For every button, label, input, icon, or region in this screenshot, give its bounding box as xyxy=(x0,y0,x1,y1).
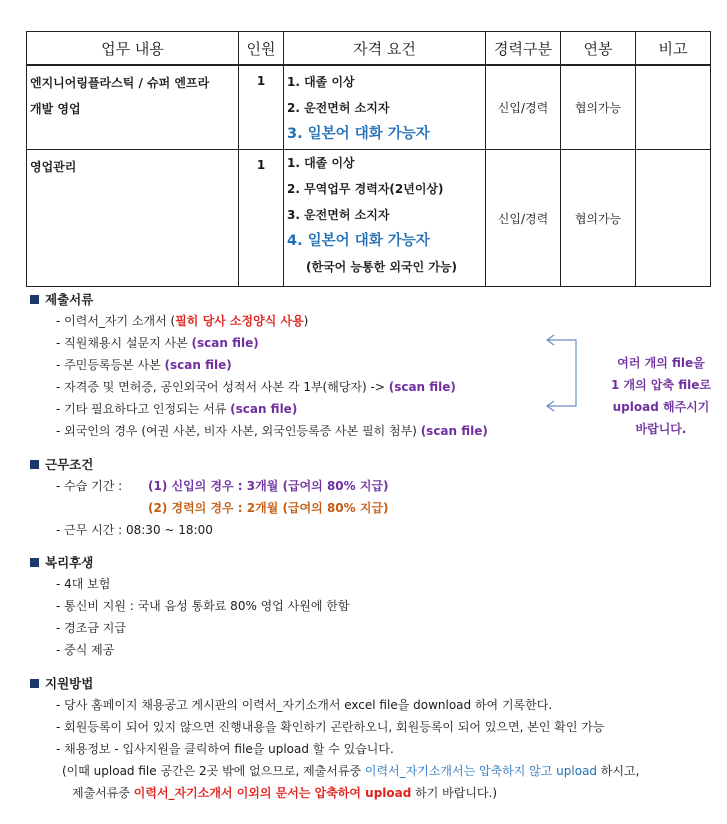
qualification-cell xyxy=(284,65,486,150)
qualification-line: 3. 일본어 대화 가능자 xyxy=(287,126,430,142)
qualification-line: 2. 무역업무 경력자(2년이상) xyxy=(287,182,444,196)
square-bullet-icon xyxy=(30,460,39,469)
section-title: 근무조건 xyxy=(45,457,94,472)
duty-cell xyxy=(27,65,239,150)
career-cell: 신입/경력 xyxy=(486,150,561,287)
welfare-item: - 4대 보험 xyxy=(56,577,111,591)
square-bullet-icon xyxy=(30,679,39,688)
welfare-item: - 중식 제공 xyxy=(56,643,115,657)
header-note: 비고 xyxy=(636,32,711,66)
conditions-heading xyxy=(30,455,93,473)
job-table xyxy=(26,31,711,287)
qualification-line: 4. 일본어 대화 가능자 xyxy=(287,233,430,249)
bracket-arrow-icon xyxy=(542,332,582,414)
apply-line: 제출서류중 이력서_자기소개서 이외의 문서는 압축하여 upload 하기 바랍니다.) xyxy=(72,786,498,800)
count-cell: 1 xyxy=(239,65,284,150)
header-qualification: 자격 요건 xyxy=(284,32,486,66)
qualification-line: 1. 대졸 이상 xyxy=(287,75,355,89)
square-bullet-icon xyxy=(30,558,39,567)
table-row xyxy=(27,65,711,150)
apply-line: - 회원등록이 되어 있지 않으면 진행내용을 확인하기 곤란하오니, 회원등록이 되어 있으면, 본인 확인 가능 xyxy=(56,720,605,734)
salary-cell: 협의가능 xyxy=(561,150,636,287)
header-count: 인원 xyxy=(239,32,284,66)
welfare-heading xyxy=(30,553,93,571)
document-item: - 주민등록등본 사본 (scan file) xyxy=(56,358,232,372)
table-row xyxy=(27,150,711,287)
header-career: 경력구분 xyxy=(486,32,561,66)
square-bullet-icon xyxy=(30,295,39,304)
note-cell xyxy=(636,65,711,150)
working-hours: - 근무 시간 : 08:30 ~ 18:00 xyxy=(56,523,213,537)
career-cell: 신입/경력 xyxy=(486,65,561,150)
upload-side-note: 여러 개의 file을 1 개의 압축 file로 upload 해주시기 바랍니다. xyxy=(611,356,711,436)
duty-line: 영업관리 xyxy=(30,160,77,174)
note-cell xyxy=(636,150,711,287)
document-item: - 외국인의 경우 (여권 사본, 비자 사본, 외국인등록증 사본 필히 첨부) (scan file) xyxy=(56,424,488,438)
apply-line: - 채용정보 - 입사지원을 클릭하여 file을 upload 할 수 있습니다. xyxy=(56,742,394,756)
salary-cell: 협의가능 xyxy=(561,65,636,150)
duty-line: 개발 영업 xyxy=(30,102,81,116)
section-title: 복리후생 xyxy=(45,555,94,570)
training-experienced: (2) 경력의 경우 : 2개월 (급여의 80% 지급) xyxy=(148,501,389,515)
header-salary: 연봉 xyxy=(561,32,636,66)
qualification-line: (한국어 능통한 외국인 가능) xyxy=(306,260,458,274)
duty-cell xyxy=(27,150,239,287)
qualification-line: 1. 대졸 이상 xyxy=(287,156,355,170)
count-cell: 1 xyxy=(239,150,284,287)
qualification-line: 3. 운전면허 소지자 xyxy=(287,208,390,222)
document-item: - 이력서_자기 소개서 (필히 당사 소정양식 사용) xyxy=(56,314,309,328)
training-label: - 수습 기간 : xyxy=(56,479,123,493)
document-item: - 직원채용시 설문지 사본 (scan file) xyxy=(56,336,259,350)
welfare-item: - 경조금 지급 xyxy=(56,621,126,635)
section-title: 제출서류 xyxy=(45,292,94,307)
header-duty: 업무 내용 xyxy=(27,32,239,66)
qualification-line: 2. 운전면허 소지자 xyxy=(287,101,390,115)
apply-line: - 당사 홈페이지 채용공고 게시판의 이력서_자기소개서 excel file을 download 하여 기록한다. xyxy=(56,698,553,712)
welfare-item: - 통신비 지원 : 국내 음성 통화료 80% 영업 사원에 한함 xyxy=(56,599,350,613)
documents-heading xyxy=(30,290,93,308)
training-new: (1) 신입의 경우 : 3개월 (급여의 80% 지급) xyxy=(148,479,389,493)
apply-heading xyxy=(30,674,93,692)
document-item: - 기타 필요하다고 인정되는 서류 (scan file) xyxy=(56,402,298,416)
table-header-row xyxy=(27,32,711,66)
apply-line: (이때 upload file 공간은 2곳 밖에 없으므로, 제출서류중 이력서_자기소개서는 압축하지 않고 upload 하시고, xyxy=(62,764,640,778)
duty-line: 엔지니어링플라스틱 / 슈퍼 엔프라 xyxy=(30,76,210,90)
section-title: 지원방법 xyxy=(45,676,94,691)
qualification-cell xyxy=(284,150,486,287)
document-item: - 자격증 및 면허증, 공인외국어 성적서 사본 각 1부(해당자) -> (scan file) xyxy=(56,380,456,394)
